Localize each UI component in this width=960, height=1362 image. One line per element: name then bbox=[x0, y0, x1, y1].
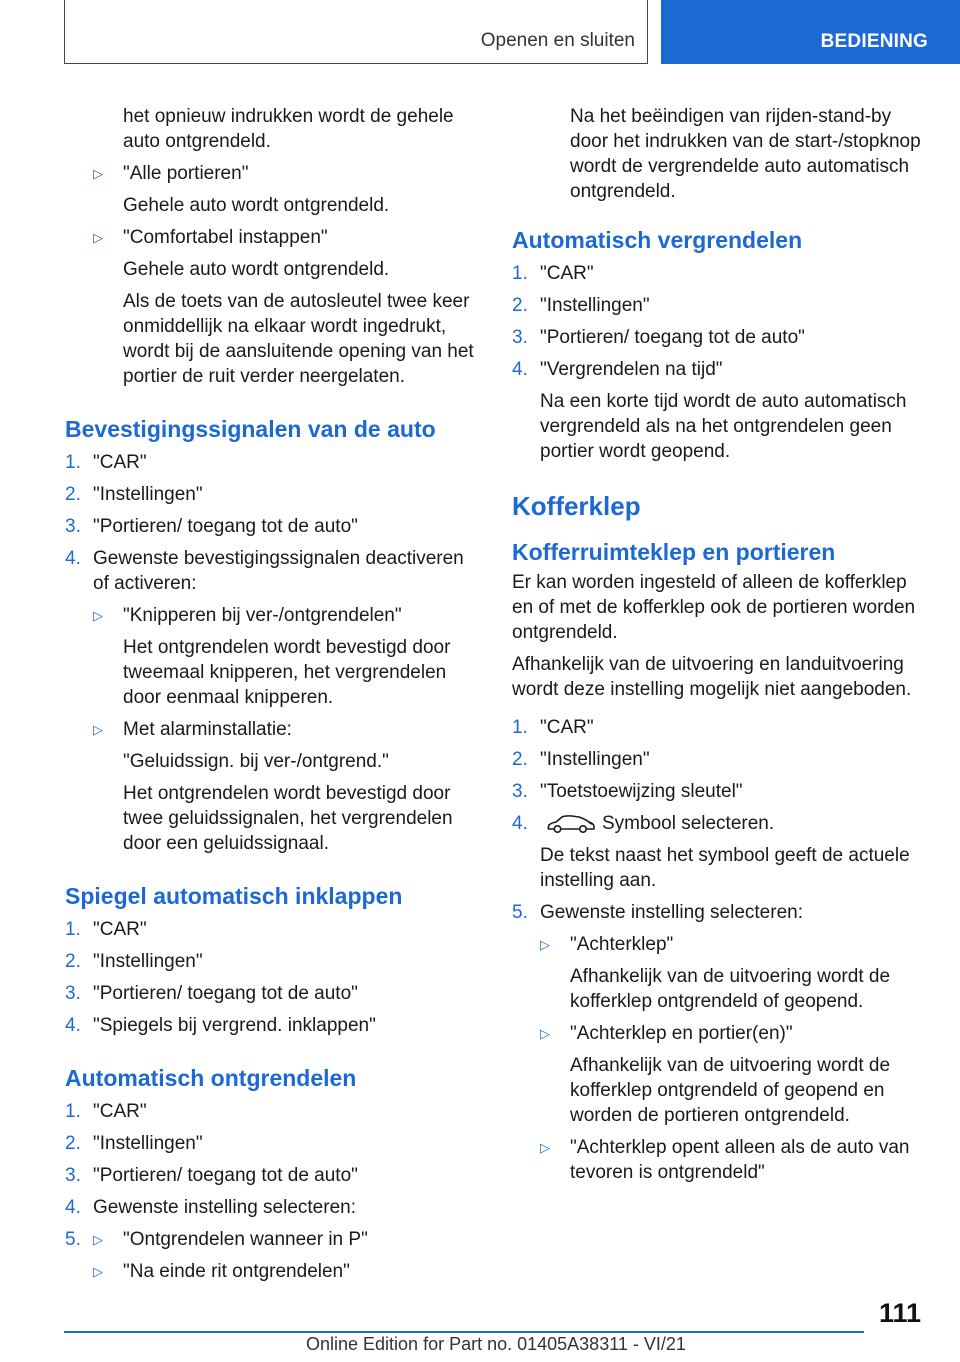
bullet-icon: ▷ bbox=[540, 937, 550, 952]
chapter-heading: Kofferklep bbox=[512, 491, 641, 521]
list-item bbox=[512, 293, 930, 318]
paragraph: Afhankelijk van de uitvoering en landuitvoering wordt deze instelling mogelijk niet aangeboden. bbox=[512, 654, 912, 700]
header-chapter-tab bbox=[661, 0, 960, 64]
list-item bbox=[65, 917, 480, 942]
list-item bbox=[512, 1135, 930, 1185]
list-item bbox=[512, 261, 930, 286]
bullet-icon: ▷ bbox=[93, 1232, 103, 1247]
paragraph: Als de toets van de autosleutel twee keer onmiddellijk na elkaar wordt ingedrukt, wordt bij de aansluitende opening van het portier de ruit verder neergelaten. bbox=[123, 291, 474, 387]
list-number: 3. bbox=[512, 327, 528, 348]
bullet-icon: ▷ bbox=[93, 166, 103, 181]
list-text: "Toetstoewijzing sleutel" bbox=[540, 781, 743, 802]
list-text: "Instellingen" bbox=[93, 951, 203, 972]
list-number: 4. bbox=[65, 1015, 81, 1036]
list-text: Gewenste instelling selecteren: bbox=[93, 1197, 356, 1218]
paragraph: Afhankelijk van de uitvoering wordt de kofferklep ontgrendeld of geopend. bbox=[570, 966, 891, 1012]
list-item bbox=[512, 747, 930, 772]
list-text: "CAR" bbox=[93, 919, 147, 940]
section-heading: Automatisch vergrendelen bbox=[512, 227, 803, 253]
list-text: "Instellingen" bbox=[540, 749, 650, 770]
paragraph: Na een korte tijd wordt de auto automatisch vergrendeld als na het ontgrendelen geen portier wordt geopend. bbox=[540, 391, 907, 462]
bullet-text: "Ontgrendelen wanneer in P" bbox=[123, 1229, 368, 1250]
list-number: 1. bbox=[65, 919, 81, 940]
list-number: 4. bbox=[512, 813, 528, 834]
bullet-icon: ▷ bbox=[93, 230, 103, 245]
list-number: 3. bbox=[65, 1165, 81, 1186]
list-item bbox=[65, 981, 480, 1006]
list-number: 1. bbox=[512, 263, 528, 284]
list-item bbox=[65, 717, 480, 742]
list-item bbox=[65, 949, 480, 974]
list-text: "CAR" bbox=[540, 263, 594, 284]
list-item bbox=[65, 161, 480, 186]
list-item bbox=[512, 325, 930, 350]
list-text: "CAR" bbox=[93, 1101, 147, 1122]
list-number: 2. bbox=[65, 1133, 81, 1154]
list-item bbox=[65, 1195, 480, 1220]
list-text: "Instellingen" bbox=[93, 484, 203, 505]
list-text: "Spiegels bij vergrend. inklappen" bbox=[93, 1015, 376, 1036]
list-item bbox=[65, 546, 480, 596]
header-chapter-title: BEDIENING bbox=[820, 31, 928, 52]
list-number: 3. bbox=[512, 781, 528, 802]
list-item bbox=[512, 900, 930, 925]
paragraph: Het ontgrendelen wordt bevestigd door tweemaal knipperen, het vergrendelen door eenmaal knipperen. bbox=[123, 637, 451, 708]
list-item bbox=[65, 1163, 480, 1188]
list-item bbox=[512, 779, 930, 804]
paragraph: Er kan worden ingesteld of alleen de kofferklep en of met de kofferklep ook de portieren worden ontgrendeld. bbox=[512, 572, 916, 643]
section-heading: Spiegel automatisch inklappen bbox=[65, 883, 403, 909]
list-item bbox=[65, 514, 480, 539]
list-item bbox=[512, 932, 930, 957]
bullet-icon: ▷ bbox=[93, 608, 103, 623]
bullet-icon: ▷ bbox=[93, 1264, 103, 1279]
list-text: "Instellingen" bbox=[540, 295, 650, 316]
list-item bbox=[512, 1021, 930, 1046]
list-item bbox=[65, 1099, 480, 1124]
footer-divider bbox=[64, 1331, 864, 1333]
list-text: Symbool selecteren. bbox=[602, 813, 775, 834]
paragraph: "Geluidssign. bij ver-/ontgrend." bbox=[123, 751, 389, 772]
list-text: Gewenste bevestigingssignalen deactiveren of activeren: bbox=[93, 548, 464, 594]
header-section-title: Openen en sluiten bbox=[480, 30, 635, 51]
list-number: 4. bbox=[65, 548, 81, 569]
paragraph: Afhankelijk van de uitvoering wordt de kofferklep ontgrendeld of geopend en worden de portieren ontgrendeld. bbox=[570, 1055, 891, 1126]
list-item bbox=[65, 1131, 480, 1156]
list-text: "Portieren/ toegang tot de auto" bbox=[93, 1165, 358, 1186]
paragraph: Gehele auto wordt ontgrendeld. bbox=[123, 259, 390, 280]
list-item bbox=[512, 715, 930, 740]
bullet-text: "Knipperen bij ver-/ontgrendelen" bbox=[123, 605, 402, 626]
right-column bbox=[512, 104, 930, 1185]
list-number: 4. bbox=[65, 1197, 81, 1218]
list-text: "Portieren/ toegang tot de auto" bbox=[93, 983, 358, 1004]
section-heading: Bevestigingssignalen van de auto bbox=[65, 416, 436, 442]
bullet-text: "Na einde rit ontgrendelen" bbox=[123, 1261, 350, 1282]
bullet-text: "Comfortabel instappen" bbox=[123, 227, 328, 248]
page-number: 111 bbox=[879, 1298, 922, 1328]
bullet-text: "Achterklep opent alleen als de auto van tevoren is ontgrendeld" bbox=[570, 1137, 910, 1183]
bullet-text: "Achterklep" bbox=[570, 934, 674, 955]
list-item bbox=[65, 1259, 480, 1284]
header-section-box bbox=[64, 0, 648, 64]
list-number: 1. bbox=[65, 452, 81, 473]
list-item bbox=[65, 482, 480, 507]
list-item bbox=[65, 1013, 480, 1038]
paragraph: Gehele auto wordt ontgrendeld. bbox=[123, 195, 390, 216]
list-text: "Instellingen" bbox=[93, 1133, 203, 1154]
bullet-text: "Achterklep en portier(en)" bbox=[570, 1023, 793, 1044]
list-number: 5. bbox=[65, 1229, 81, 1250]
paragraph: het opnieuw indrukken wordt de gehele auto ontgrendeld. bbox=[123, 106, 454, 152]
list-text: "CAR" bbox=[540, 717, 594, 738]
list-item bbox=[65, 225, 480, 250]
list-number: 2. bbox=[512, 749, 528, 770]
list-text: "Portieren/ toegang tot de auto" bbox=[540, 327, 805, 348]
section-heading: Automatisch ontgrendelen bbox=[65, 1065, 357, 1091]
list-text: "CAR" bbox=[93, 452, 147, 473]
list-number: 1. bbox=[65, 1101, 81, 1122]
paragraph: Het ontgrendelen wordt bevestigd door twee geluidssignalen, het vergrendelen door een geluidssignaal. bbox=[123, 783, 453, 854]
car-icon bbox=[546, 814, 596, 834]
bullet-text: Met alarminstallatie: bbox=[123, 719, 292, 740]
list-number: 4. bbox=[512, 359, 528, 380]
left-column bbox=[65, 104, 480, 1284]
list-number: 5. bbox=[512, 902, 528, 923]
list-text: Gewenste instelling selecteren: bbox=[540, 902, 803, 923]
footer-edition: Online Edition for Part no. 01405A38311 - VI/21 bbox=[306, 1334, 686, 1354]
list-text: "Portieren/ toegang tot de auto" bbox=[93, 516, 358, 537]
list-number: 2. bbox=[512, 295, 528, 316]
list-item bbox=[512, 357, 930, 382]
list-number: 1. bbox=[512, 717, 528, 738]
list-number: 2. bbox=[65, 951, 81, 972]
paragraph: De tekst naast het symbool geeft de actuele instelling aan. bbox=[540, 845, 910, 891]
list-item bbox=[65, 1227, 480, 1252]
bullet-icon: ▷ bbox=[540, 1026, 550, 1041]
bullet-text: "Alle portieren" bbox=[123, 163, 249, 184]
paragraph: Na het beëindigen van rijden-stand-by door het indrukken van de start-/stopknop wordt de vergrendelde auto automatisch ontgrendeld. bbox=[570, 106, 921, 202]
list-item bbox=[512, 811, 930, 836]
list-number: 3. bbox=[65, 516, 81, 537]
list-item bbox=[65, 450, 480, 475]
list-number: 2. bbox=[65, 484, 81, 505]
list-item bbox=[65, 603, 480, 628]
section-heading: Kofferruimteklep en portieren bbox=[512, 539, 836, 565]
bullet-icon: ▷ bbox=[540, 1140, 550, 1155]
list-text: "Vergrendelen na tijd" bbox=[540, 359, 723, 380]
list-number: 3. bbox=[65, 983, 81, 1004]
bullet-icon: ▷ bbox=[93, 722, 103, 737]
